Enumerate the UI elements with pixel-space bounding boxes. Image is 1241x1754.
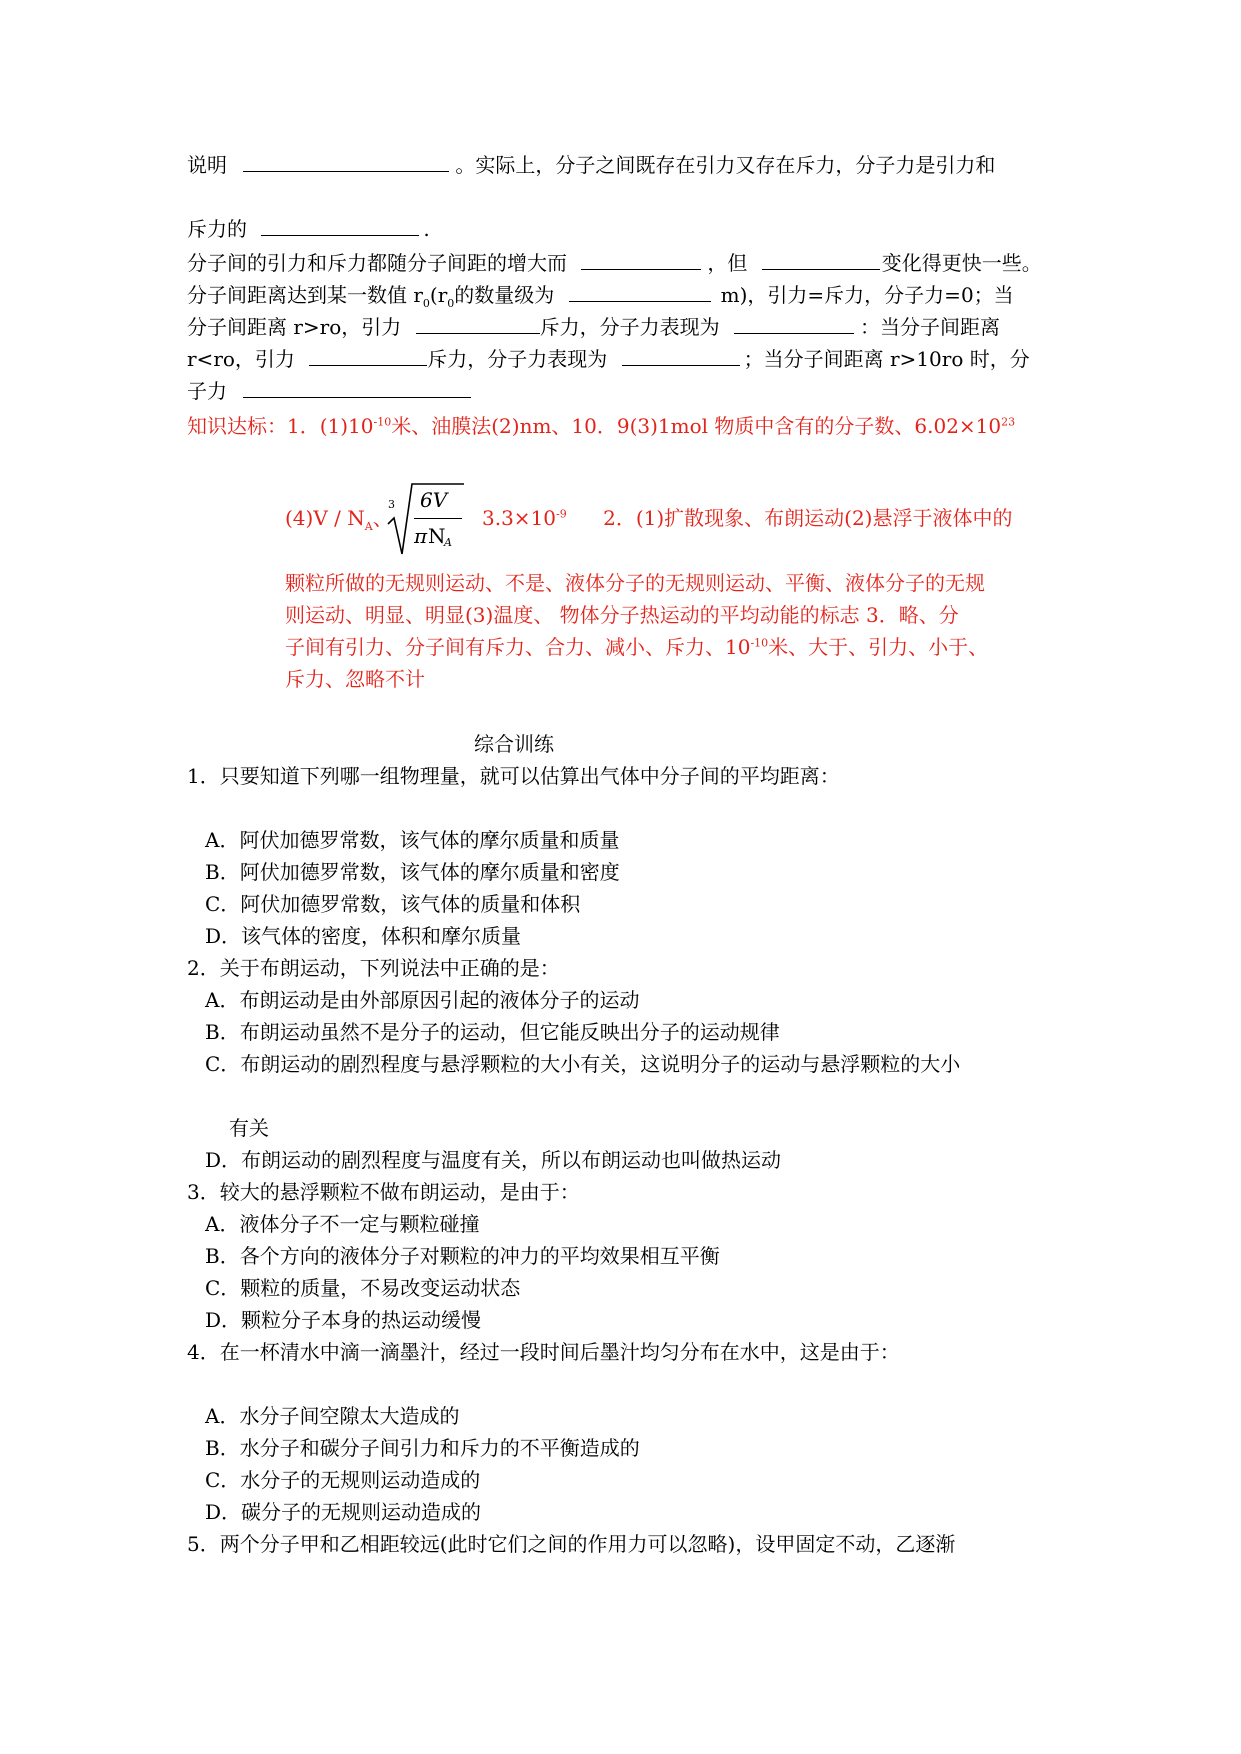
blank-6[interactable] — [416, 315, 540, 334]
q2-option-b[interactable]: B．布朗运动虽然不是分子的运动，但它能反映出分子的运动规律 — [205, 1020, 780, 1044]
question-3: 3．较大的悬浮颗粒不做布朗运动，是由于： — [187, 1180, 580, 1204]
blank-1[interactable] — [243, 153, 449, 172]
question-4: 4．在一杯清水中滴一滴墨汁，经过一段时间后墨汁均匀分布在水中，这是由于： — [187, 1340, 900, 1364]
answer-line-6: 斥力、忽略不计 — [285, 667, 425, 691]
answer-line-1: 知识达标：1．$(1)10^{-10}$米、油膜法(2)nm、10．9(3)1mol 物质中含有的分子数、$6.02\times 10^{23}$ — [187, 414, 1016, 438]
section-title: 综合训练 — [474, 732, 554, 756]
fraction-denominator-sub: A — [444, 536, 452, 549]
fraction-denominator-n: N — [428, 524, 446, 548]
answer-line-2-end: $3.3\times 10^{-9}$ 2．(1)扩散现象、布朗运动(2)悬浮于液体中的 — [482, 506, 1013, 530]
answer-line-2-start: $(4)V / N_A$、 — [285, 506, 393, 533]
q4-option-d[interactable]: D．碳分子的无规则运动造成的 — [205, 1500, 482, 1524]
review-line-6: r<ro，引力 斥力，分子力表现为 ；当分子间距离 r>10ro 时，分 — [187, 347, 1030, 371]
answer-line-5: 子间有引力、分子间有斥力、合力、减小、斥力、$10^{-10}$米、大于、引力、小于、 — [285, 635, 989, 659]
q3-option-d[interactable]: D．颗粒分子本身的热运动缓慢 — [205, 1308, 482, 1332]
root-index: 3 — [388, 498, 395, 511]
fraction-denominator-pi: π — [414, 524, 428, 548]
fraction-numerator: 6V — [420, 488, 448, 512]
blank-9[interactable] — [622, 347, 740, 366]
q2-option-d[interactable]: D．布朗运动的剧烈程度与温度有关，所以布朗运动也叫做热运动 — [205, 1148, 782, 1172]
fraction-bar — [414, 518, 462, 519]
q4-option-c[interactable]: C．水分子的无规则运动造成的 — [205, 1468, 481, 1492]
review-line-7: 子力 — [187, 378, 471, 404]
blank-3[interactable] — [581, 251, 701, 270]
q3-option-c[interactable]: C．颗粒的质量，不易改变运动状态 — [205, 1276, 521, 1300]
review-line-3: 分子间的引力和斥力都随分子间距的增大而 ，但 变化得更快一些。 — [187, 251, 1042, 275]
q2-option-c-cont: 有关 — [229, 1116, 269, 1140]
q4-option-a[interactable]: A．水分子间空隙太大造成的 — [205, 1404, 460, 1428]
q3-option-b[interactable]: B．各个方向的液体分子对颗粒的冲力的平均效果相互平衡 — [205, 1244, 720, 1268]
q3-option-a[interactable]: A．液体分子不一定与颗粒碰撞 — [205, 1212, 480, 1236]
question-1: 1．只要知道下列哪一组物理量，就可以估算出气体中分子间的平均距离： — [187, 764, 840, 788]
q1-option-a[interactable]: A．阿伏加德罗常数，该气体的摩尔质量和质量 — [205, 828, 620, 852]
q2-option-a[interactable]: A．布朗运动是由外部原因引起的液体分子的运动 — [205, 988, 640, 1012]
answer-line-4: 则运动、明显、明显(3)温度、 物体分子热运动的平均动能的标志 3．略、分 — [285, 603, 959, 627]
blank-5[interactable] — [569, 283, 711, 302]
q2-option-c[interactable]: C．布朗运动的剧烈程度与悬浮颗粒的大小有关，这说明分子的运动与悬浮颗粒的大小 — [205, 1052, 961, 1076]
q1-option-b[interactable]: B．阿伏加德罗常数，该气体的摩尔质量和密度 — [205, 860, 620, 884]
review-line-5: 分子间距离 r>ro，引力 斥力，分子力表现为 ：当分子间距离 — [187, 315, 1000, 339]
blank-10[interactable] — [243, 379, 471, 398]
review-line-1: 说明 。实际上，分子之间既存在引力又存在斥力，分子力是引力和 — [187, 153, 996, 177]
q1-option-d[interactable]: D．该气体的密度，体积和摩尔质量 — [205, 924, 522, 948]
q1-option-c[interactable]: C．阿伏加德罗常数，该气体的质量和体积 — [205, 892, 581, 916]
review-line-2: 斥力的 . — [187, 217, 430, 241]
question-2: 2．关于布朗运动，下列说法中正确的是： — [187, 956, 560, 980]
blank-2[interactable] — [261, 217, 419, 236]
review-line-4: 分子间距离达到某一数值 $r_0(r_0$的数量级为 m)，引力=斥力，分子力=0；当 — [187, 283, 1014, 310]
blank-4[interactable] — [762, 251, 880, 270]
blank-8[interactable] — [309, 347, 427, 366]
answer-line-3: 颗粒所做的无规则运动、不是、液体分子的无规则运动、平衡、液体分子的无规 — [285, 571, 985, 595]
cube-root-formula — [386, 478, 466, 560]
q4-option-b[interactable]: B．水分子和碳分子间引力和斥力的不平衡造成的 — [205, 1436, 640, 1460]
question-5: 5．两个分子甲和乙相距较远(此时它们之间的作用力可以忽略)，设甲固定不动，乙逐渐 — [187, 1532, 956, 1556]
blank-7[interactable] — [734, 315, 854, 334]
